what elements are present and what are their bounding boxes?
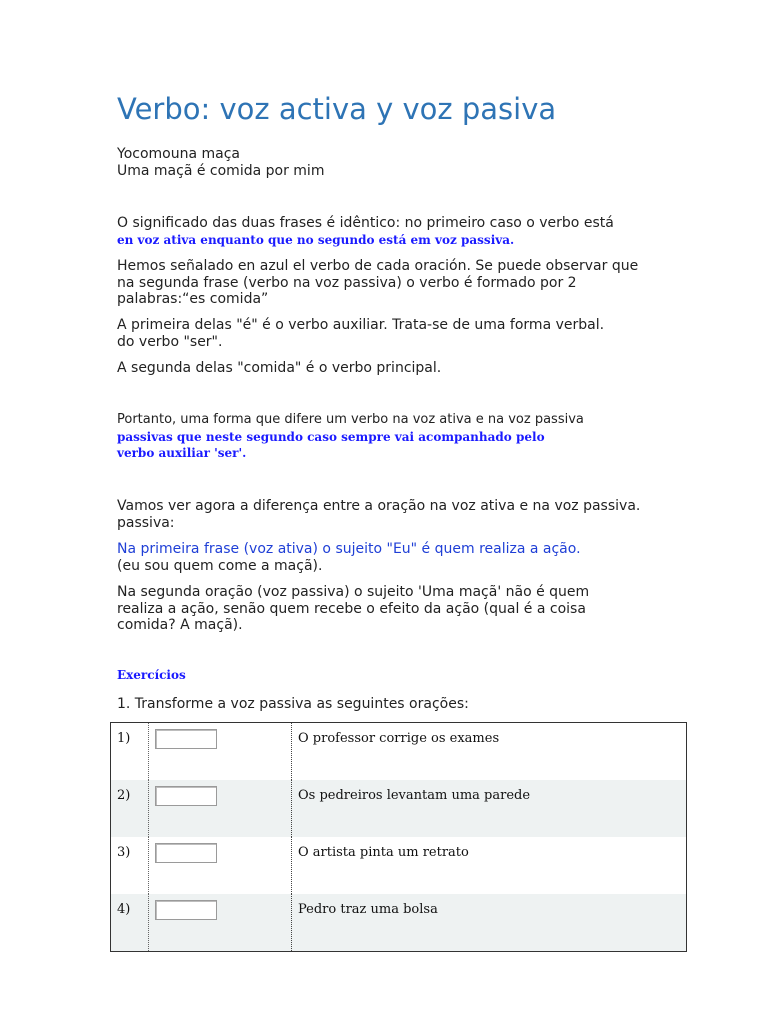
highlighted-line: verbo auxiliar 'ser'. — [117, 446, 247, 460]
answer-input[interactable] — [155, 843, 217, 863]
highlighted-line: Na primeira frase (voz ativa) o sujeito "Eu" é quem realiza a ação. — [117, 541, 581, 557]
paragraph-line: comida? A maçã). — [117, 617, 243, 633]
sentence-text: Os pedreiros levantam uma parede — [292, 780, 687, 837]
row-number: 3) — [111, 837, 149, 894]
paragraph-meaning — [117, 215, 677, 248]
table-row — [111, 894, 687, 952]
answer-input[interactable] — [155, 729, 217, 749]
exercises-instruction — [117, 696, 677, 713]
exercises-heading: Exercícios — [117, 668, 186, 682]
paragraph-marked-verbs — [117, 258, 677, 308]
paragraph-line: Vamos ver agora a diferença entre a oração na voz ativa e na voz passiva. — [117, 498, 641, 514]
example-passive: Uma maçã é comida por mim — [117, 162, 325, 179]
paragraph-line: na segunda frase (verbo na voz passiva) o verbo é formado por 2 — [117, 274, 577, 291]
paragraph-line: O significado das duas frases é idêntico: no primeiro caso o verbo está — [117, 215, 614, 231]
instruction-text: 1. Transforme a voz passiva as seguintes orações: — [117, 696, 469, 712]
paragraph-line: realiza a ação, senão quem recebe o efeito da ação (qual é a coisa — [117, 600, 586, 617]
highlighted-line: passivas que neste segundo caso sempre vai acompanhado pelo — [117, 429, 545, 444]
sentence-text: Pedro traz uma bolsa — [292, 894, 687, 952]
example-active: Yocomouna maça — [117, 146, 240, 162]
sentence-text: O artista pinta um retrato — [298, 845, 469, 860]
exercises-table — [110, 722, 687, 952]
answer-input[interactable] — [155, 786, 217, 806]
paragraph-line: do verbo "ser". — [117, 333, 223, 350]
paragraph-main-verb — [117, 360, 677, 377]
table-row — [111, 780, 687, 837]
paragraph-active-voice — [117, 541, 677, 574]
paragraph-line: Hemos señalado en azul el verbo de cada oración. Se puede observar que — [117, 258, 639, 274]
table-row — [111, 837, 687, 894]
paragraph-conclusion — [117, 412, 677, 462]
row-number: 4) — [111, 894, 149, 952]
example-sentences — [117, 146, 677, 179]
paragraph-line: A segunda delas "comida" é o verbo principal. — [117, 360, 442, 376]
answer-input[interactable] — [155, 900, 217, 920]
paragraph-passive-voice — [117, 584, 677, 634]
row-number: 1) — [111, 723, 149, 781]
paragraph-line: palabras:“es comida” — [117, 291, 269, 307]
paragraph-auxiliary — [117, 317, 677, 350]
paragraph-difference — [117, 498, 677, 531]
highlighted-line: en voz ativa enquanto que no segundo está em voz passiva. — [117, 232, 515, 247]
paragraph-line: Na segunda oração (voz passiva) o sujeito 'Uma maçã' não é quem — [117, 584, 590, 600]
paragraph-line: (eu sou quem come a maçã). — [117, 557, 323, 574]
paragraph-line: passiva: — [117, 514, 175, 531]
paragraph-line: Portanto, uma forma que difere um verbo na voz ativa e na voz passiva — [117, 412, 584, 427]
paragraph-line: A primeira delas "é" é o verbo auxiliar. Trata-se de uma forma verbal. — [117, 317, 605, 333]
sentence-text: O professor corrige os exames — [298, 731, 500, 746]
page-title: Verbo: voz activa y voz pasiva — [117, 92, 557, 126]
table-row — [111, 723, 687, 781]
row-number: 2) — [111, 780, 149, 837]
